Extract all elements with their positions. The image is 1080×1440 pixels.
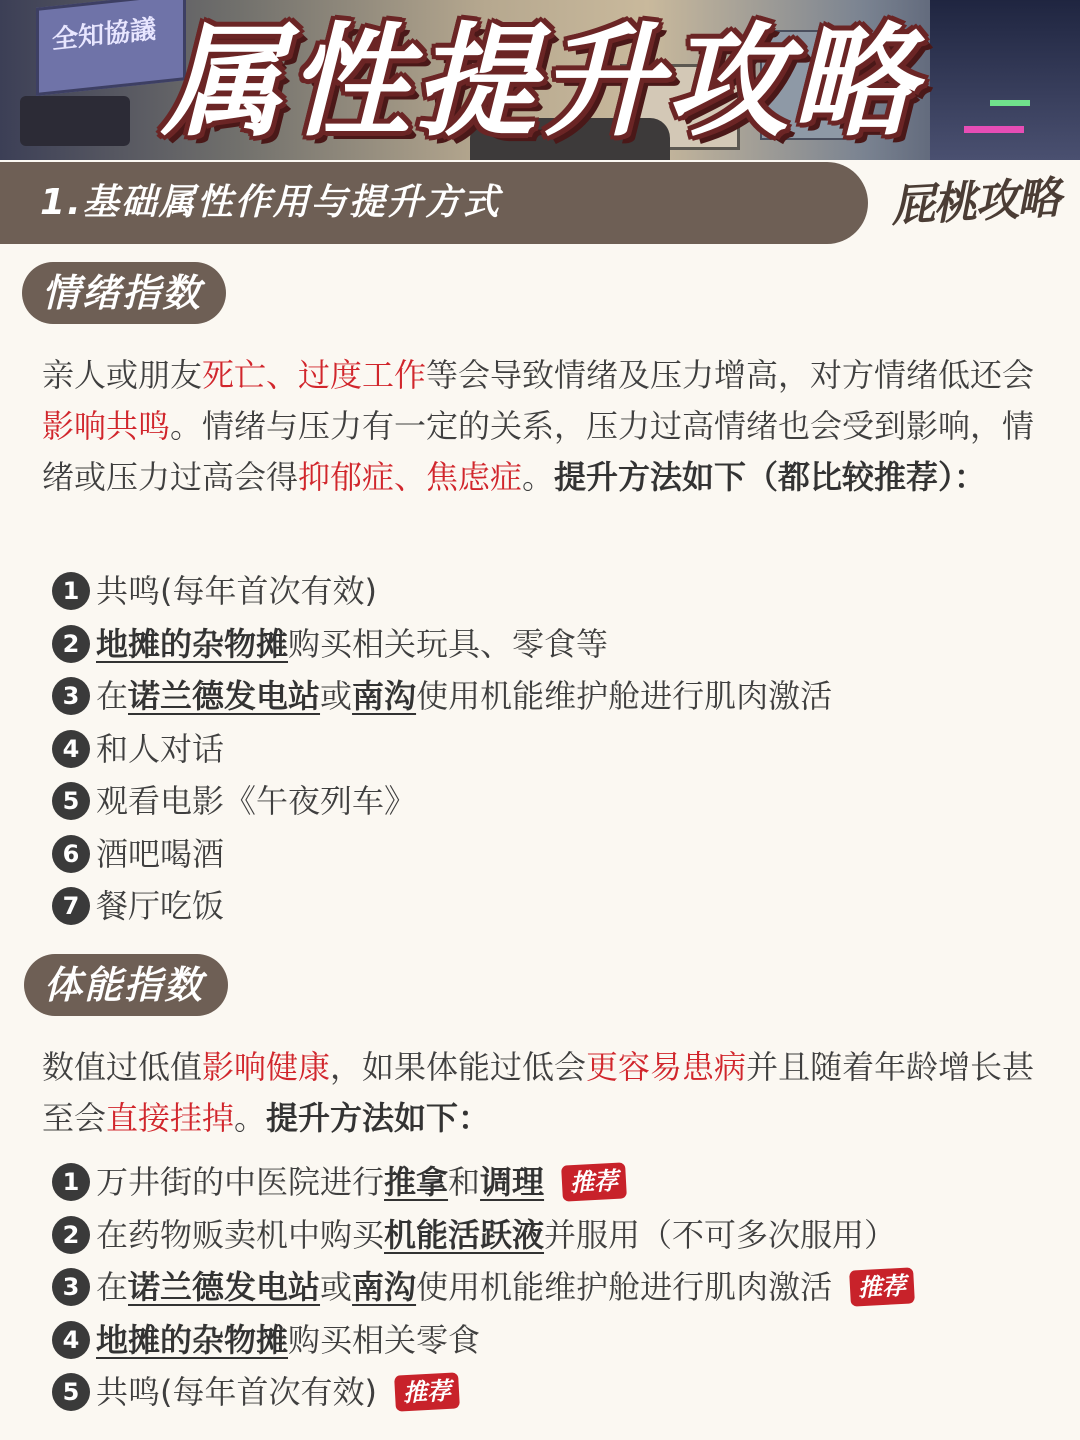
text-span: ，如果体能过低会 <box>330 1048 587 1086</box>
highlight-text: 影响健康 <box>202 1048 331 1086</box>
item-text: 共鸣(每年首次有效) <box>96 1373 377 1411</box>
number-badge: 2 <box>52 1216 90 1254</box>
location-text: 南沟 <box>352 1268 417 1306</box>
location-text: 诺兰德发电站 <box>128 1268 321 1306</box>
list-item <box>52 565 1062 618</box>
brand-logo: 屁桃攻略 <box>889 172 1061 233</box>
item-text: 酒吧喝酒 <box>96 834 225 873</box>
sign-text: 全知協議 <box>52 14 157 56</box>
highlight-text: 抑郁症、焦虑症 <box>298 458 523 496</box>
item-text: 使用机能维护舱进行肌肉激活 <box>416 1268 833 1306</box>
number-badge: 4 <box>52 1321 90 1359</box>
number-badge: 5 <box>52 1373 90 1411</box>
list-item <box>52 670 1062 723</box>
item-text: 在 <box>96 677 129 715</box>
location-text: 地摊的杂物摊 <box>96 1320 289 1359</box>
list-item <box>52 828 1062 881</box>
list-item <box>52 1156 1062 1209</box>
location-text: 地摊的杂物摊 <box>96 624 289 663</box>
item-text: 万井街的中医院进行 <box>96 1163 385 1201</box>
list-item <box>52 1209 1062 1262</box>
highlight-text: 更容易患病 <box>586 1048 747 1086</box>
item-text: 餐厅吃饭 <box>96 887 225 925</box>
mood-method-list <box>52 565 1062 933</box>
section-title: 1.基础属性作用与提升方式 <box>40 182 501 223</box>
item-text: 在药物贩卖机中购买 <box>96 1215 385 1254</box>
text-span: 数值过低值 <box>42 1048 203 1086</box>
stamina-label-pill: 体能指数 <box>24 954 228 1016</box>
item-text: 购买相关零食 <box>288 1320 481 1359</box>
item-text: 共鸣(每年首次有效) <box>96 572 377 610</box>
number-badge: 1 <box>52 572 90 610</box>
text-span: 。情绪与压力有一定的关系，压力过高情绪也会受到影响，情绪或压力过高会得 <box>42 407 1035 496</box>
stamina-method-list <box>52 1156 1062 1419</box>
number-badge: 2 <box>52 625 90 663</box>
highlight-text: 影响共鸣 <box>42 407 171 445</box>
section-header <box>0 162 868 244</box>
highlight-text: 死亡、过度工作 <box>202 356 427 394</box>
list-item <box>52 880 1062 933</box>
list-item <box>52 1261 1062 1314</box>
text-span: 等会导致情绪及压力增高，对方情绪低还会 <box>426 356 1035 394</box>
location-text: 推拿 <box>384 1163 449 1201</box>
text-span: 亲人或朋友 <box>42 356 203 394</box>
text-span: 并且随着年龄增长甚至会 <box>42 1048 1035 1137</box>
page-title: 属性提升攻略 <box>162 11 918 153</box>
number-badge: 3 <box>52 1268 90 1306</box>
item-text: 购买相关玩具、零食等 <box>288 624 609 663</box>
item-text: 使用机能维护舱进行肌肉激活 <box>416 677 833 715</box>
item-text: 或 <box>320 1268 353 1306</box>
mood-description <box>42 350 1052 503</box>
recommend-badge: 推荐 <box>394 1373 460 1412</box>
text-span: 。 <box>234 1099 267 1137</box>
mood-label-pill: 情绪指数 <box>22 262 226 324</box>
number-badge: 3 <box>52 677 90 715</box>
item-text: 在 <box>96 1268 129 1306</box>
number-badge: 6 <box>52 835 90 873</box>
location-text: 诺兰德发电站 <box>128 677 321 715</box>
number-badge: 1 <box>52 1163 90 1201</box>
item-text: 并服用（不可多次服用） <box>544 1215 897 1254</box>
list-item <box>52 775 1062 828</box>
location-text: 机能活跃液 <box>384 1215 545 1254</box>
highlight-text: 直接挂掉 <box>106 1099 235 1137</box>
method-intro: 提升方法如下： <box>266 1099 491 1137</box>
item-text: 观看电影《午夜列车》 <box>96 782 417 820</box>
text-span: 。 <box>522 458 555 496</box>
number-badge: 4 <box>52 730 90 768</box>
list-item <box>52 1366 1062 1419</box>
stamina-description <box>42 1042 1052 1144</box>
header-banner <box>0 0 1080 160</box>
number-badge: 7 <box>52 887 90 925</box>
list-item <box>52 618 1062 671</box>
item-text: 或 <box>320 677 353 715</box>
recommend-badge: 推荐 <box>849 1268 915 1307</box>
list-item <box>52 1314 1062 1367</box>
list-item <box>52 723 1062 776</box>
location-text: 南沟 <box>352 677 417 715</box>
location-text: 调理 <box>480 1163 545 1201</box>
item-text: 和人对话 <box>96 729 225 768</box>
item-text: 和 <box>448 1163 481 1201</box>
method-intro: 提升方法如下（都比较推荐）： <box>554 458 987 496</box>
recommend-badge: 推荐 <box>561 1163 627 1202</box>
number-badge: 5 <box>52 782 90 820</box>
